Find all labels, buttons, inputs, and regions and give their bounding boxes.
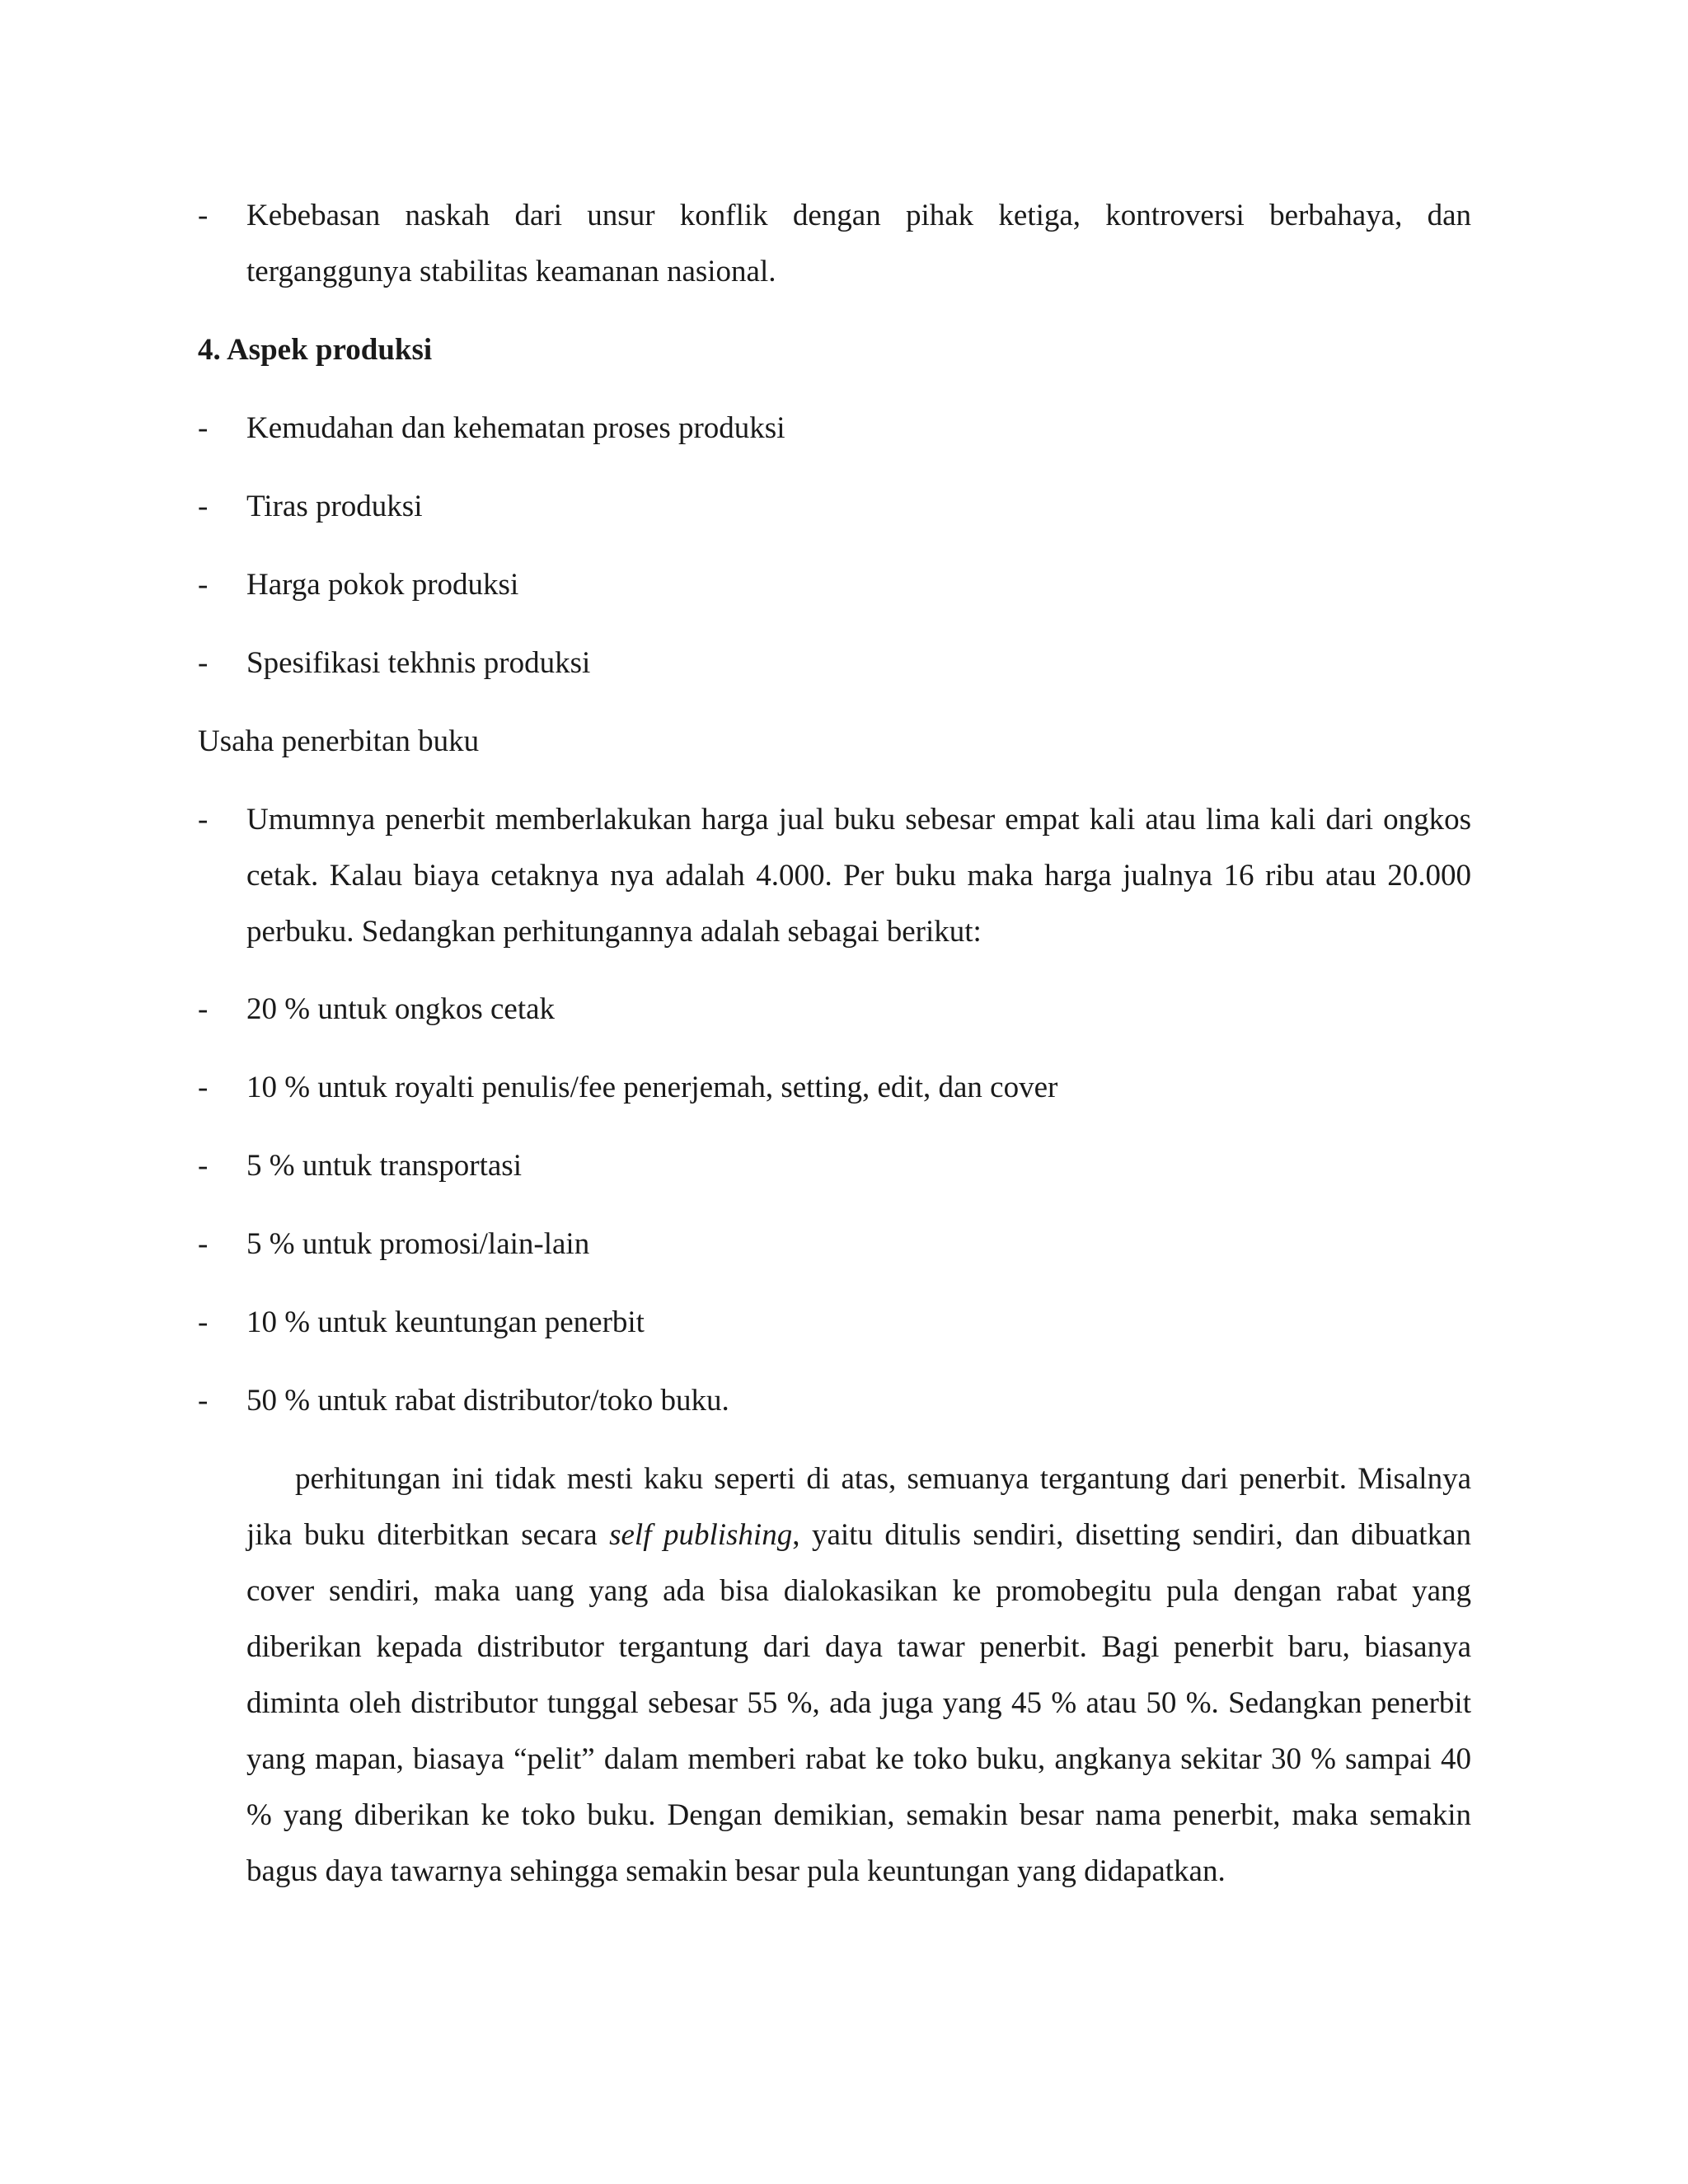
list-dash: - bbox=[198, 1071, 209, 1104]
list-item bbox=[198, 635, 1471, 691]
list-item-text: Tiras produksi bbox=[246, 490, 423, 523]
list-dash: - bbox=[198, 490, 209, 523]
list-item-text: Kemudahan dan kehematan proses produksi bbox=[246, 411, 785, 445]
list-dash: - bbox=[198, 411, 209, 445]
list-item bbox=[198, 1373, 1471, 1429]
list-item bbox=[198, 1060, 1471, 1116]
list-item bbox=[198, 1138, 1471, 1194]
list-dash: - bbox=[198, 199, 209, 232]
list-item bbox=[198, 1295, 1471, 1351]
list-item bbox=[198, 1216, 1471, 1272]
list-dash: - bbox=[198, 568, 209, 602]
list-dash: - bbox=[198, 992, 209, 1026]
list-dash: - bbox=[198, 1149, 209, 1183]
list-item bbox=[198, 792, 1471, 960]
list-dash: - bbox=[198, 1384, 209, 1418]
closing-italic-term: self publishing bbox=[609, 1518, 793, 1552]
list-dash: - bbox=[198, 1227, 209, 1261]
list-item bbox=[198, 557, 1471, 613]
list-item-text: Umumnya penerbit memberlakukan harga jual buku sebesar empat kali atau lima kali dari ongkos cetak. Kalau biaya cetaknya nya adalah 4.000. Per buku maka harga jualnya 16 ribu atau 20.000 perbuku. Sedangkan perhitungannya adalah sebagai berikut: bbox=[246, 803, 1471, 949]
list-item-text: 50 % untuk rabat distributor/toko buku. bbox=[246, 1384, 729, 1418]
list-item-text: 10 % untuk keuntungan penerbit bbox=[246, 1305, 645, 1339]
list-item-text: Spesifikasi tekhnis produksi bbox=[246, 646, 591, 680]
list-item bbox=[198, 982, 1471, 1038]
section-heading: 4. Aspek produksi bbox=[198, 333, 433, 367]
list-item-text: 5 % untuk transportasi bbox=[246, 1149, 522, 1183]
list-dash: - bbox=[198, 803, 209, 837]
list-item-text: 10 % untuk royalti penulis/fee penerjemah, setting, edit, dan cover bbox=[246, 1071, 1058, 1104]
subsection-label: Usaha penerbitan buku bbox=[198, 724, 480, 758]
closing-paragraph bbox=[246, 1451, 1471, 1900]
list-item-text: Harga pokok produksi bbox=[246, 568, 519, 602]
list-item-text: Kebebasan naskah dari unsur konflik dengan pihak ketiga, kontroversi berbahaya, dan terganggunya stabilitas keamanan nasional. bbox=[246, 199, 1471, 288]
list-item-text: 5 % untuk promosi/lain-lain bbox=[246, 1227, 590, 1261]
list-item bbox=[198, 401, 1471, 457]
list-dash: - bbox=[198, 646, 209, 680]
closing-text-part1: perhitungan ini tidak mesti kaku seperti di atas, semuanya tergantung dari penerbit. Misalnya jika buku diterbitkan secara bbox=[246, 1462, 1471, 1552]
list-item bbox=[198, 188, 1471, 300]
closing-text-part2: , yaitu ditulis sendiri, disetting sendiri, dan dibuatkan cover sendiri, maka uang yang ada bisa dialokasikan ke promobegitu pula dengan rabat yang diberikan kepada distributor tergantung dari daya tawar penerbit. Bagi penerbit baru, biasanya diminta oleh distributor tunggal sebesar 55 %, ada juga yang 45 % atau 50 %. Sedangkan penerbit yang mapan, biasaya “pelit” dalam memberi rabat ke toko buku, angkanya sekitar 30 % sampai 40 % yang diberikan ke toko buku. Dengan demikian, semakin besar nama penerbit, maka semakin bagus daya tawarnya sehingga semakin besar pula keuntungan yang didapatkan. bbox=[246, 1518, 1472, 1888]
list-dash: - bbox=[198, 1305, 209, 1339]
list-item bbox=[198, 479, 1471, 535]
list-item-text: 20 % untuk ongkos cetak bbox=[246, 992, 556, 1026]
